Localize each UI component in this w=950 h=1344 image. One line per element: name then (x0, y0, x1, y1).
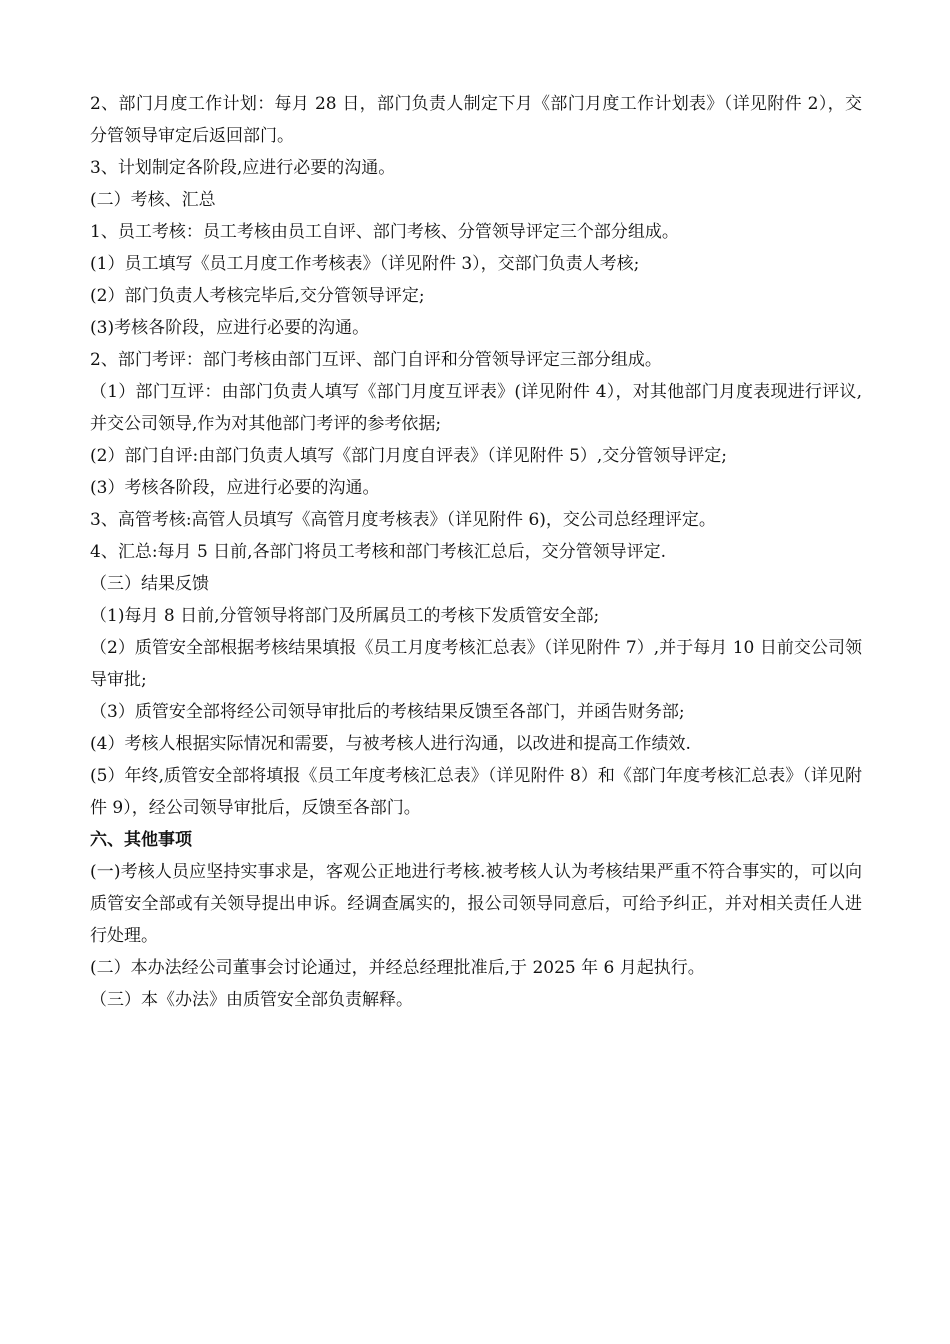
paragraph: (2）部门自评:由部门负责人填写《部门月度自评表》（详见附件 5）,交分管领导评定; (90, 446, 728, 466)
paragraph: (二）考核、汇总 (90, 190, 216, 210)
section-heading: 六、其他事项 (90, 830, 192, 850)
paragraph: （1)每月 8 日前,分管领导将部门及所属员工的考核下发质管安全部; (90, 606, 600, 626)
paragraph: (3)考核各阶段，应进行必要的沟通。 (90, 318, 370, 338)
paragraph: （三）结果反馈 (90, 574, 209, 594)
paragraph: (2）部门负责人考核完毕后,交分管领导评定; (90, 286, 425, 306)
paragraph: (1）员工填写《员工月度工作考核表》（详见附件 3），交部门负责人考核; (90, 254, 640, 274)
paragraph: （三）本《办法》由质管安全部负责解释。 (90, 990, 413, 1010)
paragraph: （2）质管安全部根据考核结果填报《员工月度考核汇总表》（详见附件 7）,并于每月 10 日前交公司领导审批; (90, 638, 862, 690)
paragraph: 3、计划制定各阶段,应进行必要的沟通。 (90, 158, 396, 178)
paragraph: (4）考核人根据实际情况和需要，与被考核人进行沟通，以改进和提高工作绩效. (90, 734, 691, 754)
paragraph: （3）质管安全部将经公司领导审批后的考核结果反馈至各部门，并函告财务部; (90, 702, 685, 722)
paragraph: 1、员工考核：员工考核由员工自评、部门考核、分管领导评定三个部分组成。 (90, 222, 679, 242)
paragraph: (3）考核各阶段，应进行必要的沟通。 (90, 478, 380, 498)
paragraph: 2、部门月度工作计划：每月 28 日，部门负责人制定下月《部门月度工作计划表》（详见附件 2），交分管领导审定后返回部门。 (90, 94, 862, 146)
paragraph: (二）本办法经公司董事会讨论通过，并经总经理批准后,于 2025 年 6 月起执行。 (90, 958, 705, 978)
paragraph: 4、汇总:每月 5 日前,各部门将员工考核和部门考核汇总后，交分管领导评定. (90, 542, 666, 562)
paragraph: 2、部门考评：部门考核由部门互评、部门自评和分管领导评定三部分组成。 (90, 350, 662, 370)
document-page (90, 88, 862, 1016)
paragraph: (一)考核人员应坚持实事求是，客观公正地进行考核.被考核人认为考核结果严重不符合事实的，可以向质管安全部或有关领导提出申诉。经调查属实的，报公司领导同意后，可给予纠正，并对相关责任人进行处理。 (90, 862, 862, 946)
paragraph: 3、高管考核:高管人员填写《高管月度考核表》（详见附件 6)，交公司总经理评定。 (90, 510, 716, 530)
paragraph: （1）部门互评：由部门负责人填写《部门月度互评表》(详见附件 4），对其他部门月度表现进行评议,并交公司领导,作为对其他部门考评的参考依据; (90, 382, 862, 434)
paragraph: (5）年终,质管安全部将填报《员工年度考核汇总表》（详见附件 8）和《部门年度考核汇总表》（详见附件 9），经公司领导审批后，反馈至各部门。 (90, 766, 862, 818)
